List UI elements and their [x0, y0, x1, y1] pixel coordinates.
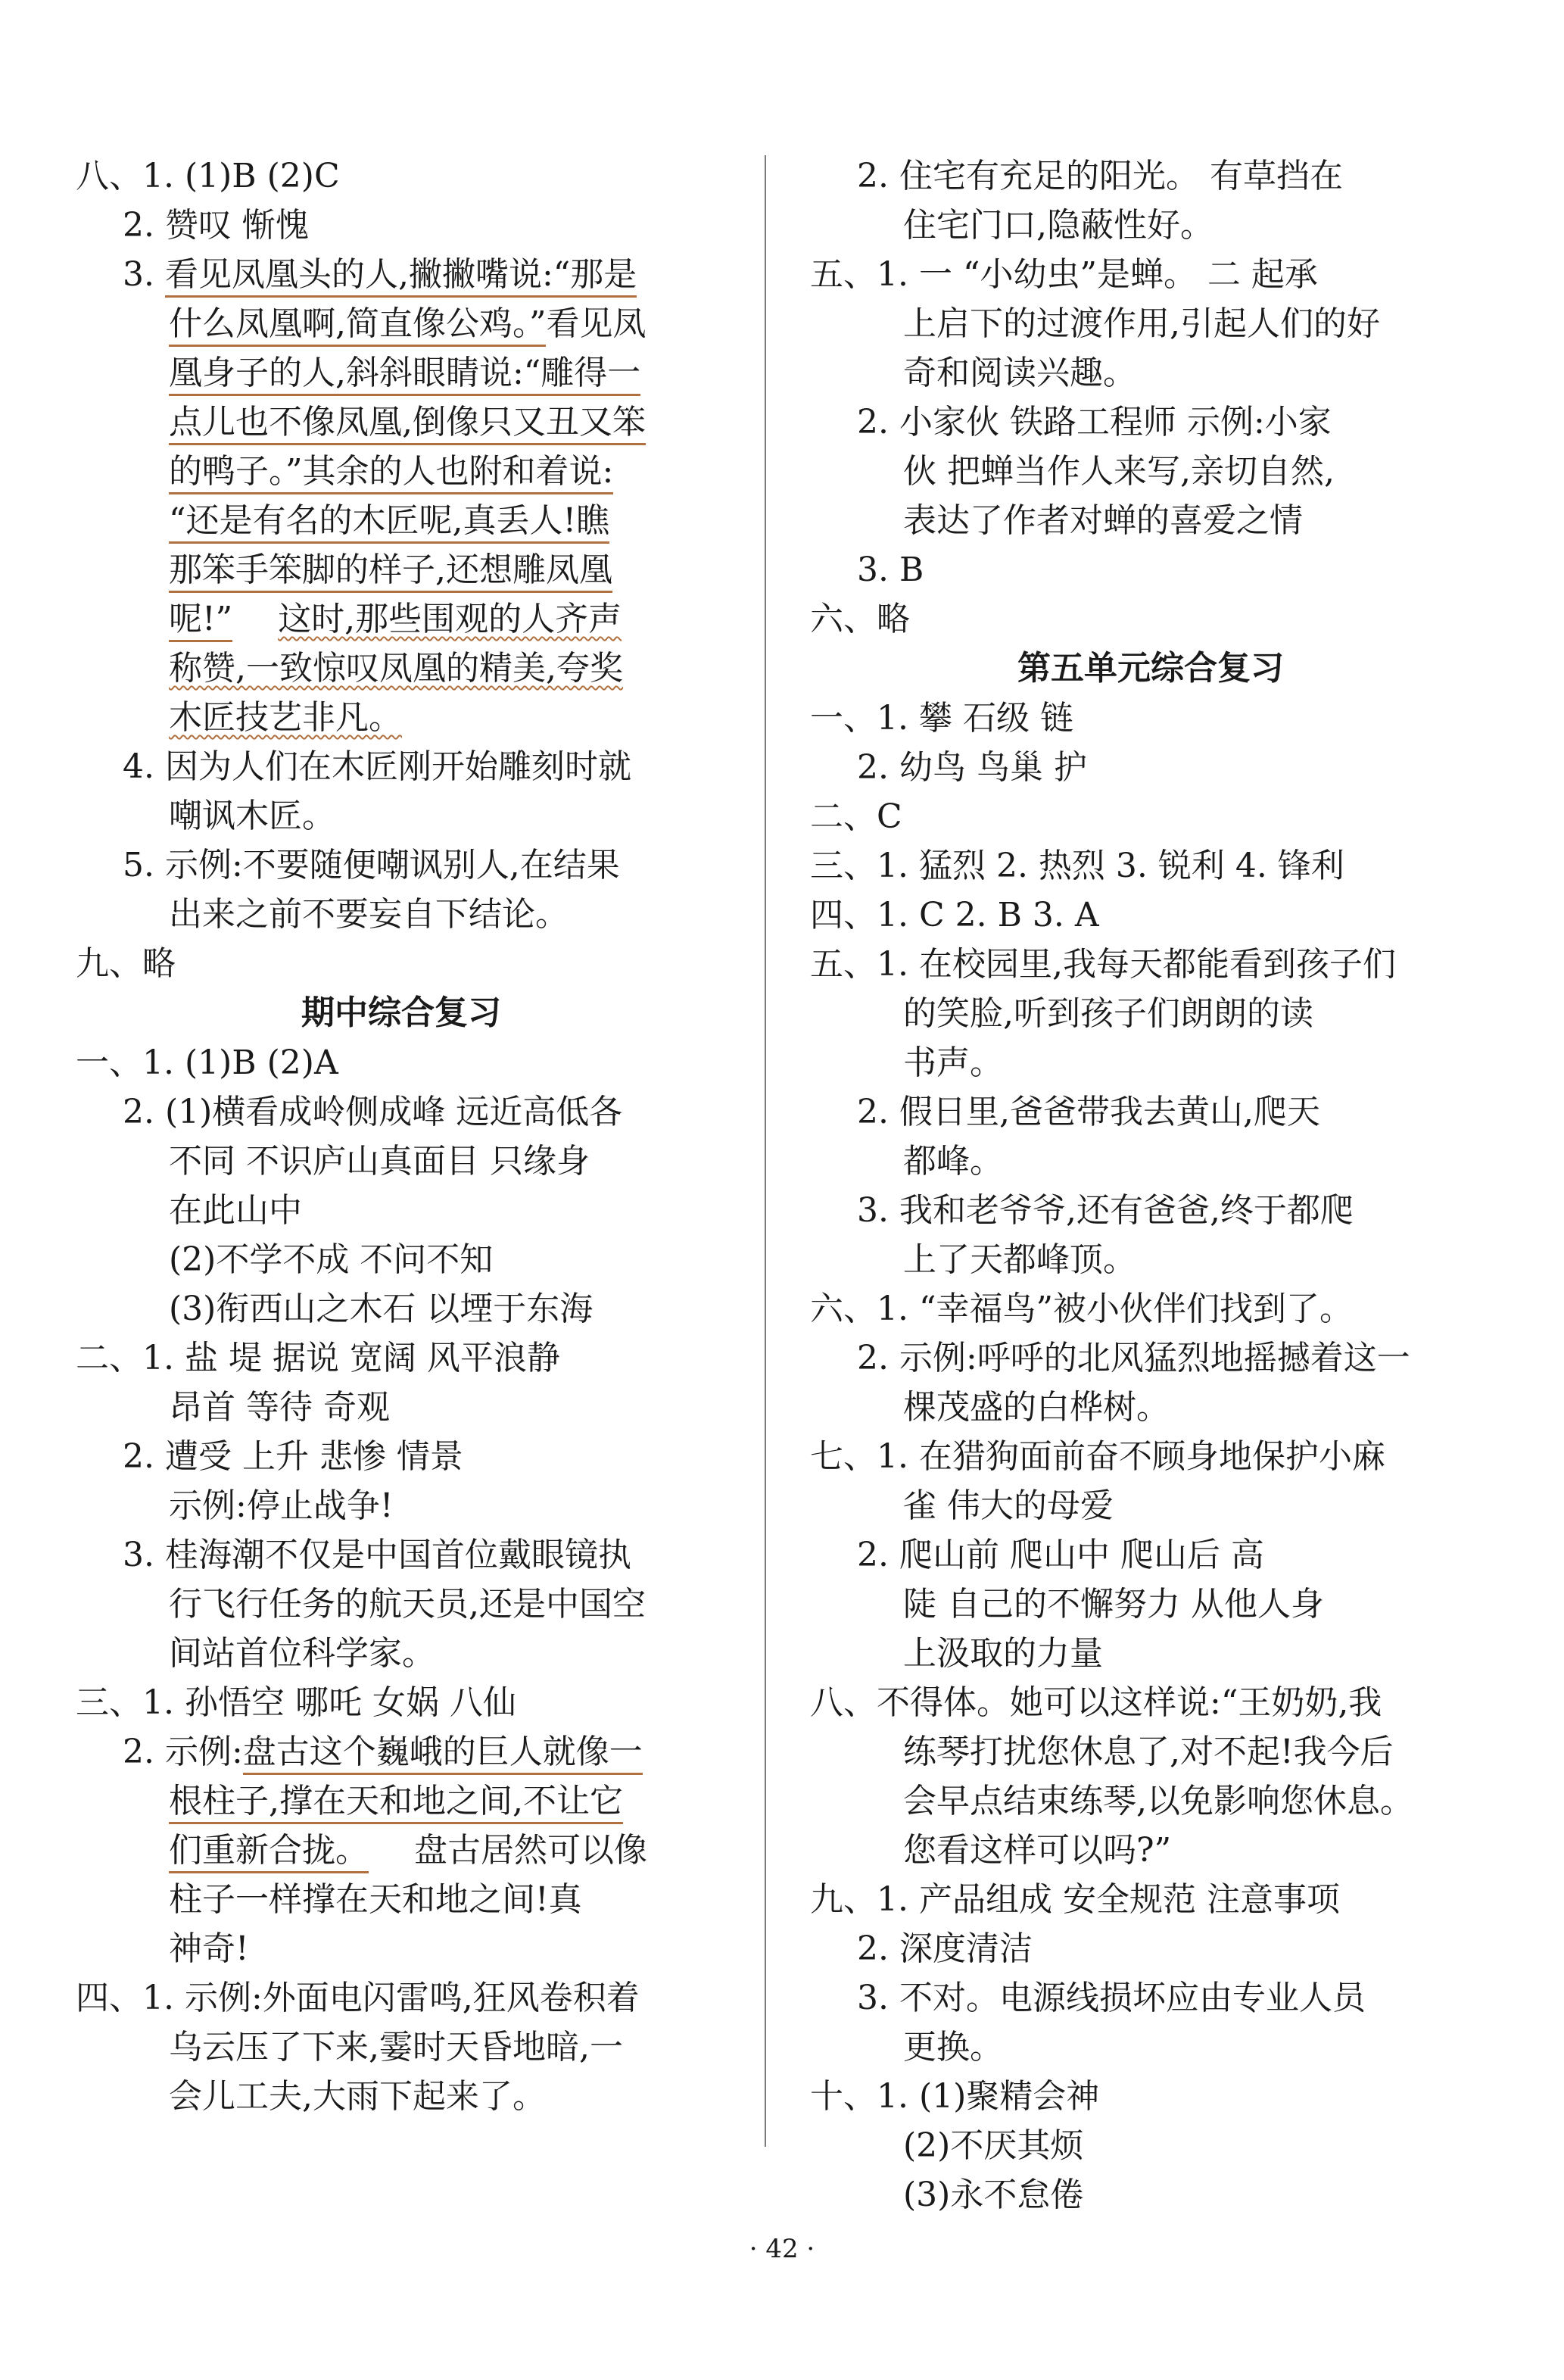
answer-line: 八、1. (1)B (2)C	[76, 157, 340, 195]
answer-line: 2. 爬山前 爬山中 爬山后 高	[857, 1536, 1264, 1574]
answer-line: 一、1. 攀 石级 链	[810, 699, 1073, 738]
answer-text: 2. 示例:	[123, 1733, 243, 1771]
answer-line: 在此山中	[169, 1191, 302, 1230]
answer-line	[76, 594, 727, 644]
answer-line	[76, 250, 727, 299]
answer-line: (3)永不怠倦	[903, 2176, 1084, 2214]
answer-line: 出来之前不要妄自下结论。	[169, 895, 569, 934]
answer-line: 书声。	[903, 1043, 1003, 1082]
answer-line: 4. 因为人们在木匠刚开始雕刻时就	[123, 747, 631, 786]
answer-line: 2. 赞叹 惭愧	[123, 206, 309, 245]
underlined-text: 那笨手笨脚的样子,还想雕凤凰	[169, 551, 612, 593]
underlined-text: 点儿也不像凤凰,倒像只又丑又笨	[169, 403, 646, 445]
answer-line: 2. 幼鸟 鸟巢 护	[857, 748, 1087, 787]
answer-line: 四、1. 示例:外面电闪雷鸣,狂风卷积着	[76, 1979, 640, 2017]
answer-line: 三、1. 孙悟空 哪吒 女娲 八仙	[76, 1683, 516, 1722]
answer-line: 雀 伟大的母爱	[903, 1486, 1114, 1525]
underlined-text: 看见凤凰头的人,撇撇嘴说:“那是	[165, 255, 637, 298]
answer-line: 会早点结束练琴,以免影响您休息。	[903, 1782, 1413, 1820]
underlined-text: 的鸭子。”	[169, 452, 303, 494]
answer-line: 练琴打扰您休息了,对不起!我今后	[903, 1733, 1394, 1771]
answer-line	[76, 1776, 727, 1826]
answer-line: (2)不学不成 不问不知	[169, 1240, 494, 1279]
answer-line: (2)不厌其烦	[903, 2126, 1084, 2165]
answer-line: 2. 示例:呼呼的北风猛烈地摇撼着这一	[857, 1339, 1410, 1377]
answer-line	[76, 1826, 727, 1875]
answer-line: 2. 小家伙 铁路工程师 示例:小家	[857, 403, 1332, 441]
answer-line: 九、略	[76, 944, 176, 983]
answer-line: 3. 不对。电源线损坏应由专业人员	[857, 1979, 1366, 2017]
answer-line: 2. 假日里,爸爸带我去黄山,爬天	[857, 1093, 1320, 1131]
answer-line	[76, 693, 727, 742]
answer-line: 二、1. 盐 堤 据说 宽阔 风平浪静	[76, 1339, 560, 1377]
answer-line: 九、1. 产品组成 安全规范 注意事项	[810, 1880, 1340, 1919]
answer-line: 柱子一样撑在天和地之间!真	[169, 1880, 582, 1919]
answer-line	[76, 398, 727, 447]
answer-line: 二、C	[810, 797, 902, 836]
answer-line: 四、1. C 2. B 3. A	[810, 896, 1099, 934]
underlined-text: 盘古这个巍峨的巨人就像一	[243, 1733, 643, 1775]
item-number: 3.	[123, 255, 165, 294]
underlined-text: 什么凤凰啊,简直像公鸡。”	[169, 304, 546, 347]
answer-line: 不同 不识庐山真面目 只缘身	[169, 1142, 590, 1181]
column-divider	[765, 155, 766, 2147]
answer-line: 十、1. (1)聚精会神	[810, 2077, 1100, 2116]
answer-text: 看见凤	[546, 304, 646, 343]
underlined-text: 们重新合拢。	[169, 1831, 369, 1873]
underlined-text: 凰身子的人,斜斜眼睛说:“雕得一	[169, 354, 640, 396]
answer-line: 一、1. (1)B (2)A	[76, 1043, 338, 1082]
answer-line: 六、1. “幸福鸟”被小伙伴们找到了。	[810, 1290, 1353, 1328]
page-number: · 42 ·	[749, 2234, 815, 2264]
answer-line	[76, 299, 727, 348]
answer-line: 行飞行任务的航天员,还是中国空	[169, 1585, 646, 1624]
answer-line: 3. B	[857, 551, 924, 589]
answer-line: 住宅门口,隐蔽性好。	[903, 206, 1214, 245]
answer-line: 的笑脸,听到孩子们朗朗的读	[903, 994, 1313, 1033]
answer-line	[76, 1727, 727, 1776]
right-column	[810, 151, 1491, 2219]
section-heading: 期中综合复习	[301, 993, 501, 1032]
wavy-underlined-text: 这时,那些围观的人齐声	[278, 600, 622, 638]
answer-line: 2. 住宅有充足的阳光。 有草挡在	[857, 157, 1343, 195]
answer-line: 2. 遭受 上升 悲惨 情景	[123, 1437, 463, 1476]
answer-line: 3. 桂海潮不仅是中国首位戴眼镜执	[123, 1536, 631, 1574]
answer-line: 乌云压了下来,霎时天昏地暗,一	[169, 2028, 623, 2067]
answer-line: 您看这样可以吗?”	[903, 1831, 1172, 1870]
answer-line: 3. 我和老爷爷,还有爸爸,终于都爬	[857, 1191, 1354, 1230]
answer-line: 昂首 等待 奇观	[169, 1388, 390, 1427]
answer-line	[76, 447, 727, 496]
answer-line: 上汲取的力量	[903, 1634, 1103, 1673]
section-heading: 第五单元综合复习	[1017, 649, 1284, 688]
answer-line: 表达了作者对蝉的喜爱之情	[903, 501, 1303, 540]
answer-line: 示例:停止战争!	[169, 1486, 394, 1525]
underlined-text: “还是有名的木匠呢,真丢人!瞧	[169, 501, 609, 544]
answer-text: 盘古居然可以像	[414, 1831, 647, 1870]
answer-line: 五、1. 在校园里,我每天都能看到孩子们	[810, 945, 1396, 984]
answer-line: 伙 把蝉当作人来写,亲切自然,	[903, 452, 1335, 491]
answer-line: 神奇!	[169, 1929, 249, 1968]
answer-line: 上了天都峰顶。	[903, 1240, 1136, 1279]
underlined-text: 呢!”	[169, 600, 232, 642]
answer-line: 嘲讽木匠。	[169, 797, 335, 835]
wavy-underlined-text: 称赞,一致惊叹凤凰的精美,夸奖	[169, 649, 623, 688]
answer-line: 奇和阅读兴趣。	[903, 354, 1136, 392]
answer-line: 上启下的过渡作用,引起人们的好	[903, 304, 1380, 343]
underlined-text: 根柱子,撑在天和地之间,不让它	[169, 1782, 623, 1824]
answer-line: 三、1. 猛烈 2. 热烈 3. 锐利 4. 锋利	[810, 847, 1344, 885]
answer-line: 2. 深度清洁	[857, 1929, 1033, 1968]
underlined-text: 其余的人也附和着说:	[303, 452, 614, 494]
answer-line: 陡 自己的不懈努力 从他人身	[903, 1585, 1324, 1624]
left-column	[76, 151, 727, 2121]
answer-line: 六、略	[810, 600, 910, 638]
answer-line: 七、1. 在猎狗面前奋不顾身地保护小麻	[810, 1437, 1385, 1476]
answer-line: 会儿工夫,大雨下起来了。	[169, 2077, 546, 2116]
answer-line	[76, 644, 727, 693]
answer-line: 更换。	[903, 2028, 1003, 2067]
answer-line: 2. (1)横看成岭侧成峰 远近高低各	[123, 1093, 623, 1131]
answer-line: 5. 示例:不要随便嘲讽别人,在结果	[123, 846, 620, 884]
answer-line: 八、不得体。她可以这样说:“王奶奶,我	[810, 1683, 1382, 1722]
answer-line: 都峰。	[903, 1142, 1003, 1181]
answer-line	[76, 348, 727, 398]
answer-line: (3)衔西山之木石 以堙于东海	[169, 1290, 594, 1328]
answer-line	[76, 496, 727, 545]
answer-line: 间站首位科学家。	[169, 1634, 435, 1673]
answer-line	[76, 545, 727, 594]
answer-line: 棵茂盛的白桦树。	[903, 1388, 1170, 1427]
wavy-underlined-text: 木匠技艺非凡。	[169, 698, 402, 737]
answer-line: 五、1. 一 “小幼虫”是蝉。 二 起承	[810, 255, 1318, 294]
